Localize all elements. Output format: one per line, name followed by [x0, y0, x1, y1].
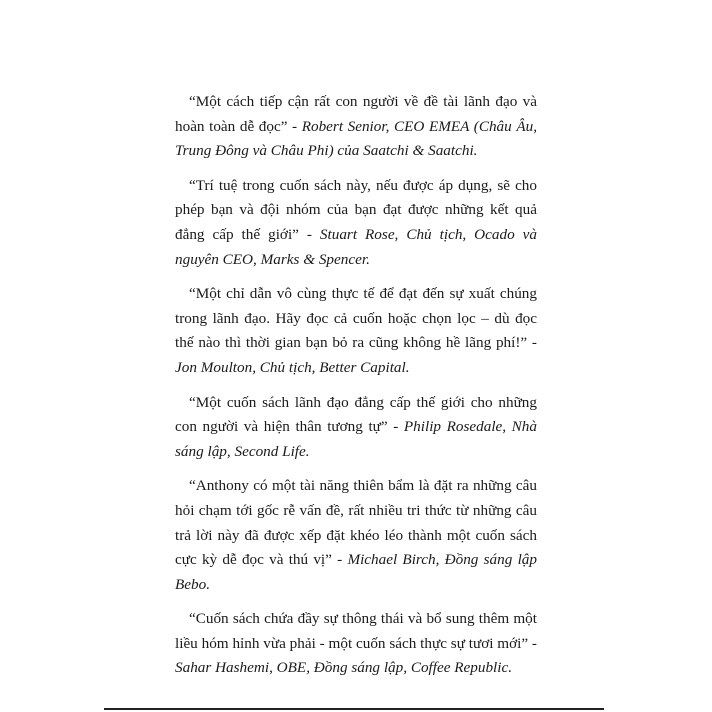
quote-text: “Một cách tiếp cận rất con người về đề tài lãnh đạo và hoàn toàn dễ đọc” -	[175, 93, 537, 135]
endorsement-quote	[175, 607, 537, 681]
quote-attribution: Jon Moulton, Chủ tịch, Better Capital.	[175, 358, 410, 376]
quote-attribution: Stuart Rose, Chủ tịch, Ocado và nguyên CEO, Marks & Spencer.	[175, 225, 537, 268]
page-bottom-edge	[104, 708, 604, 710]
quote-text: “Một chỉ dẫn vô cùng thực tế để đạt đến sự xuất chúng trong lãnh đạo. Hãy đọc cả cuốn hoặc chọn lọc – dù đọc thế nào thì thời gian bạn bỏ ra cũng không hề lãng phí!” -	[175, 285, 537, 352]
quote-text: “Một cuốn sách lãnh đạo đẳng cấp thế giới cho những con người và hiện thân tương tự” -	[175, 393, 537, 436]
quote-attribution: Sahar Hashemi, OBE, Đồng sáng lập, Coffee Republic.	[175, 659, 513, 677]
endorsement-quote	[175, 391, 537, 465]
quote-attribution: Philip Rosedale, Nhà sáng lập, Second Life.	[175, 418, 537, 460]
endorsement-quote	[175, 282, 537, 380]
quote-text: “Anthony có một tài năng thiên bẩm là đặt ra những câu hỏi chạm tới gốc rễ vấn đề, rất nhiều tri thức từ những câu trả lời này đã được xếp đặt khéo léo thành một cuốn sách cực kỳ dễ đọc và thú vị” -	[175, 477, 537, 569]
quote-text: “Cuốn sách chứa đầy sự thông thái và bổ sung thêm một liều hóm hỉnh vừa phải - một cuốn sách thực sự tươi mới” -	[175, 610, 537, 652]
quote-attribution: Robert Senior, CEO EMEA (Châu Âu, Trung Đông và Châu Phi) của Saatchi & Saatchi.	[175, 117, 537, 160]
endorsement-quote	[175, 474, 537, 597]
endorsements-block	[175, 90, 537, 691]
endorsement-quote	[175, 90, 537, 164]
quote-attribution: Michael Birch, Đồng sáng lập Bebo.	[175, 551, 537, 593]
endorsement-quote	[175, 174, 537, 272]
quote-text: “Trí tuệ trong cuốn sách này, nếu được áp dụng, sẽ cho phép bạn và đội nhóm của bạn đạt được những kết quả đẳng cấp thế giới” -	[175, 176, 537, 243]
